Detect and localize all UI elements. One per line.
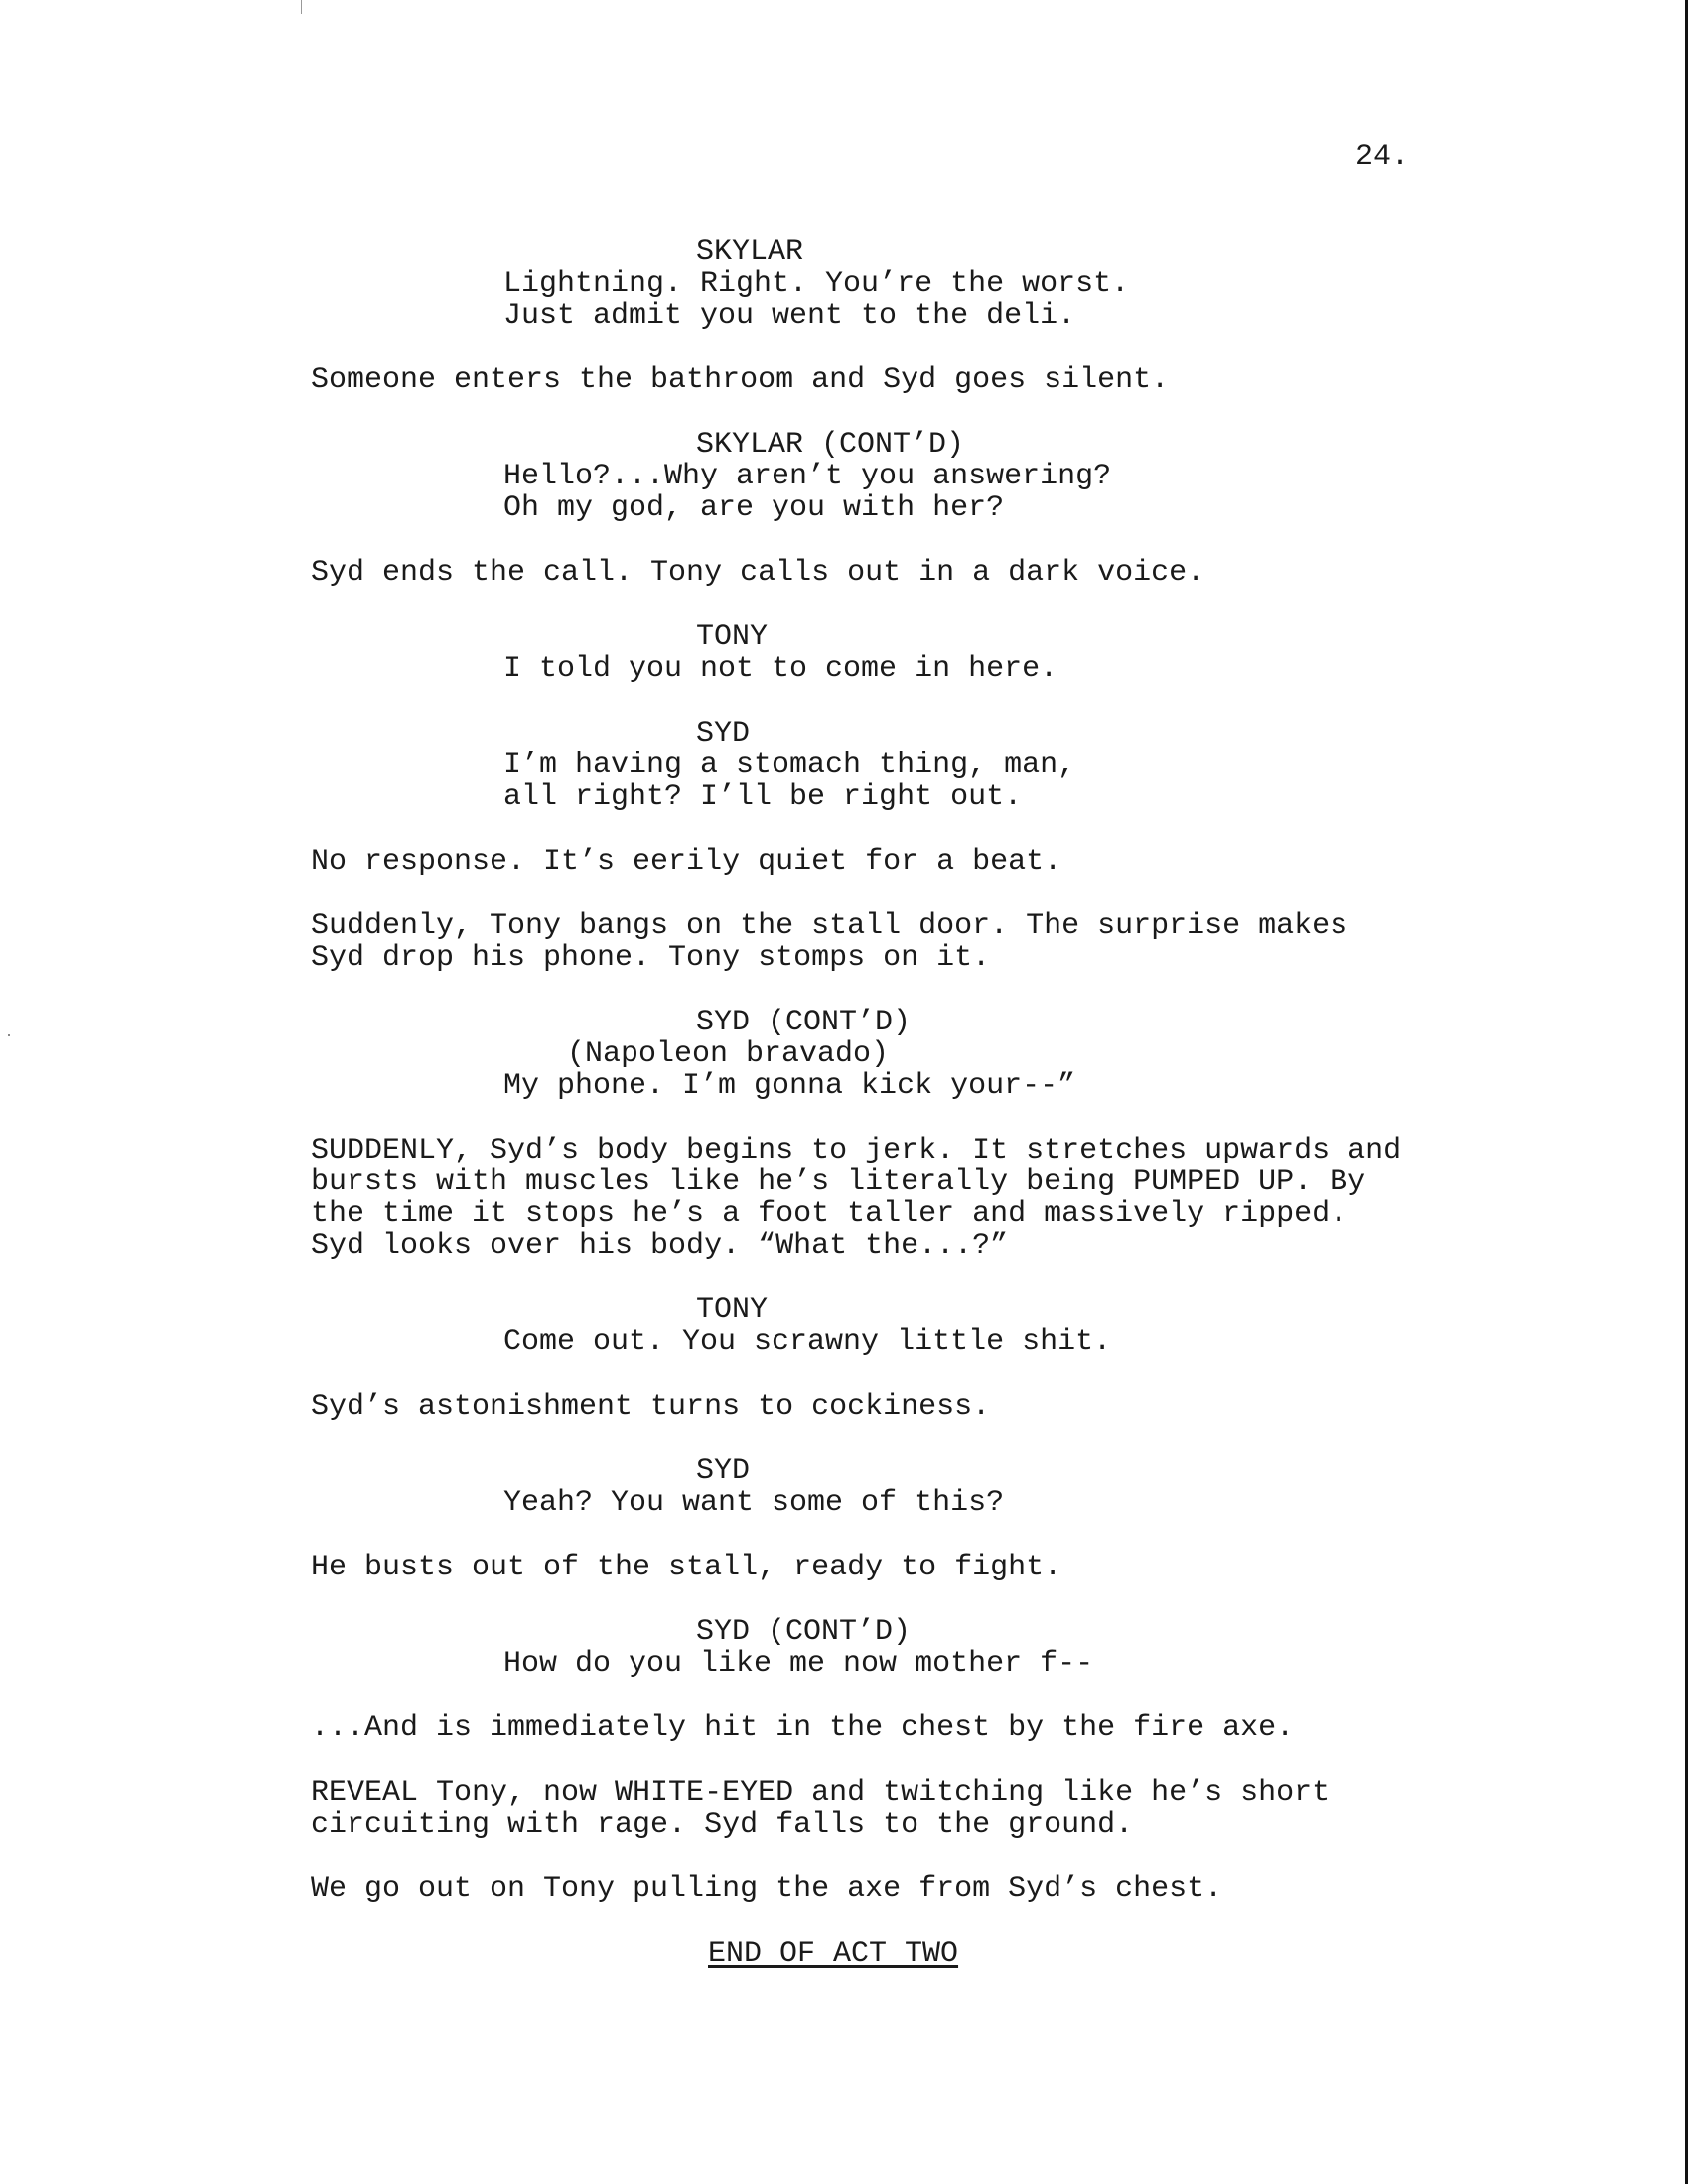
dialogue-line: I told you not to come in here.: [503, 652, 1058, 686]
act-end-transition: END OF ACT TWO: [708, 1937, 959, 1971]
action-line: Syd drop his phone. Tony stomps on it.: [311, 941, 991, 975]
action-line: Suddenly, Tony bangs on the stall door. The surprise makes: [311, 909, 1348, 943]
character-cue: TONY: [696, 620, 769, 654]
scan-edge-mark: [301, 0, 302, 14]
character-cue: SKYLAR: [696, 235, 804, 269]
parenthetical: (Napoleon bravado): [567, 1037, 890, 1071]
action-line: Syd looks over his body. “What the...?”: [311, 1229, 1009, 1263]
page-number: 24.: [1355, 140, 1410, 174]
character-cue: TONY: [696, 1294, 769, 1327]
action-line: Someone enters the bathroom and Syd goes silent.: [311, 363, 1170, 397]
character-cue: SKYLAR (CONT’D): [696, 428, 965, 462]
action-line: SUDDENLY, Syd’s body begins to jerk. It stretches upwards and: [311, 1134, 1402, 1167]
action-line: He busts out of the stall, ready to fight.: [311, 1551, 1062, 1584]
dialogue-line: Lightning. Right. You’re the worst.: [503, 267, 1130, 301]
action-line: We go out on Tony pulling the axe from Syd’s chest.: [311, 1872, 1223, 1906]
action-line: Syd’s astonishment turns to cockiness.: [311, 1390, 991, 1424]
scan-artifact-dot: [8, 1034, 10, 1036]
dialogue-line: Hello?...Why aren’t you answering?: [503, 460, 1112, 493]
dialogue-line: Just admit you went to the deli.: [503, 299, 1076, 333]
action-line: ...And is immediately hit in the chest by the fire axe.: [311, 1711, 1295, 1745]
action-line: bursts with muscles like he’s literally being PUMPED UP. By: [311, 1165, 1366, 1199]
dialogue-line: My phone. I’m gonna kick your--”: [503, 1069, 1076, 1103]
dialogue-line: How do you like me now mother f--: [503, 1647, 1094, 1681]
dialogue-line: Yeah? You want some of this?: [503, 1486, 1005, 1520]
dialogue-line: I’m having a stomach thing, man,: [503, 749, 1076, 782]
action-line: circuiting with rage. Syd falls to the ground.: [311, 1808, 1134, 1842]
action-line: the time it stops he’s a foot taller and massively ripped.: [311, 1197, 1348, 1231]
dialogue-line: all right? I’ll be right out.: [503, 780, 1023, 814]
character-cue: SYD (CONT’D): [696, 1006, 912, 1039]
action-line: Syd ends the call. Tony calls out in a dark voice.: [311, 556, 1205, 590]
action-line: REVEAL Tony, now WHITE-EYED and twitching like he’s short: [311, 1776, 1331, 1810]
page-edge-line: [1685, 0, 1688, 2184]
dialogue-line: Come out. You scrawny little shit.: [503, 1325, 1112, 1359]
action-line: No response. It’s eerily quiet for a beat.: [311, 845, 1062, 879]
character-cue: SYD (CONT’D): [696, 1615, 912, 1649]
character-cue: SYD: [696, 1454, 751, 1488]
character-cue: SYD: [696, 717, 751, 751]
dialogue-line: Oh my god, are you with her?: [503, 491, 1005, 525]
